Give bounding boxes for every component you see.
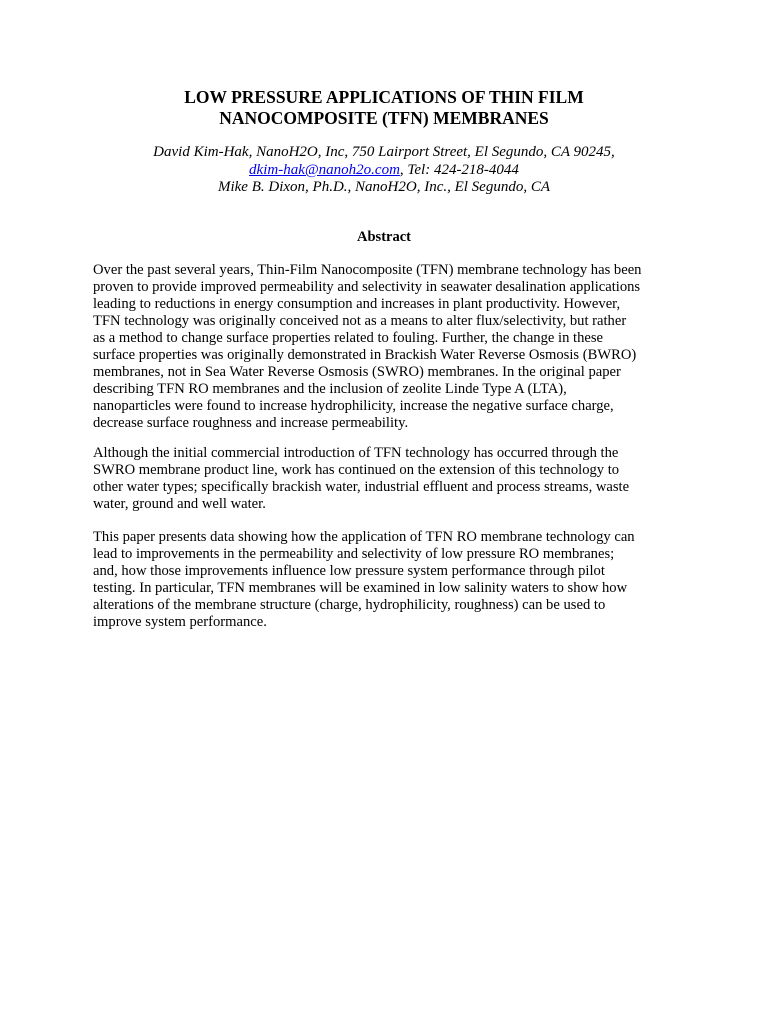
author-contact bbox=[0, 161, 768, 179]
text-line: water, ground and well water. bbox=[93, 496, 266, 512]
text-line: SWRO membrane product line, work has continued on the extension of this technology to bbox=[93, 462, 620, 478]
text-line: TFN technology was originally conceived not as a means to alter flux/selectivity, but rather bbox=[93, 313, 627, 329]
text-line: and, how those improvements influence low pressure system performance through pilot bbox=[93, 563, 605, 579]
text-line: decrease surface roughness and increase permeability. bbox=[93, 415, 409, 431]
abstract-paragraph-1 bbox=[93, 262, 693, 432]
abstract-heading: Abstract bbox=[357, 229, 411, 245]
text-line: as a method to change surface properties related to fouling. Further, the change in these bbox=[93, 330, 604, 346]
text-line: lead to improvements in the permeability and selectivity of low pressure RO membranes; bbox=[93, 546, 615, 562]
text-line: membranes, not in Sea Water Reverse Osmosis (SWRO) membranes. In the original paper bbox=[93, 364, 621, 380]
author-telephone: , Tel: 424-218-4044 bbox=[399, 162, 519, 178]
abstract-paragraph-3 bbox=[93, 529, 693, 631]
text-line: This paper presents data showing how the application of TFN RO membrane technology can bbox=[93, 529, 635, 545]
text-line: improve system performance. bbox=[93, 614, 267, 630]
text-line: alterations of the membrane structure (charge, hydrophilicity, roughness) can be used to bbox=[93, 597, 606, 613]
text-line: describing TFN RO membranes and the inclusion of zeolite Linde Type A (LTA), bbox=[93, 381, 567, 397]
text-line: surface properties was originally demonstrated in Brackish Water Reverse Osmosis (BWRO) bbox=[93, 347, 637, 363]
text-line: leading to reductions in energy consumption and increases in plant productivity. However, bbox=[93, 296, 621, 312]
author-affiliation-1: David Kim-Hak, NanoH2O, Inc, 750 Lairport Street, El Segundo, CA 90245, bbox=[153, 144, 615, 160]
paper-title-line-2: NANOCOMPOSITE (TFN) MEMBRANES bbox=[219, 108, 549, 128]
text-line: Over the past several years, Thin-Film Nanocomposite (TFN) membrane technology has been bbox=[93, 262, 642, 278]
text-line: Although the initial commercial introduction of TFN technology has occurred through the bbox=[93, 445, 619, 461]
author-email-link[interactable]: dkim-hak@nanoh2o.com bbox=[249, 162, 400, 178]
paper-title-line-1: LOW PRESSURE APPLICATIONS OF THIN FILM bbox=[184, 87, 584, 107]
text-line: nanoparticles were found to increase hydrophilicity, increase the negative surface charge, bbox=[93, 398, 614, 414]
abstract-paragraph-2 bbox=[93, 445, 693, 513]
text-line: proven to provide improved permeability and selectivity in seawater desalination applications bbox=[93, 279, 641, 295]
author-affiliation-2: Mike B. Dixon, Ph.D., NanoH2O, Inc., El Segundo, CA bbox=[217, 179, 551, 195]
text-line: testing. In particular, TFN membranes will be examined in low salinity waters to show how bbox=[93, 580, 628, 596]
text-line: other water types; specifically brackish water, industrial effluent and process streams, waste bbox=[93, 479, 630, 495]
